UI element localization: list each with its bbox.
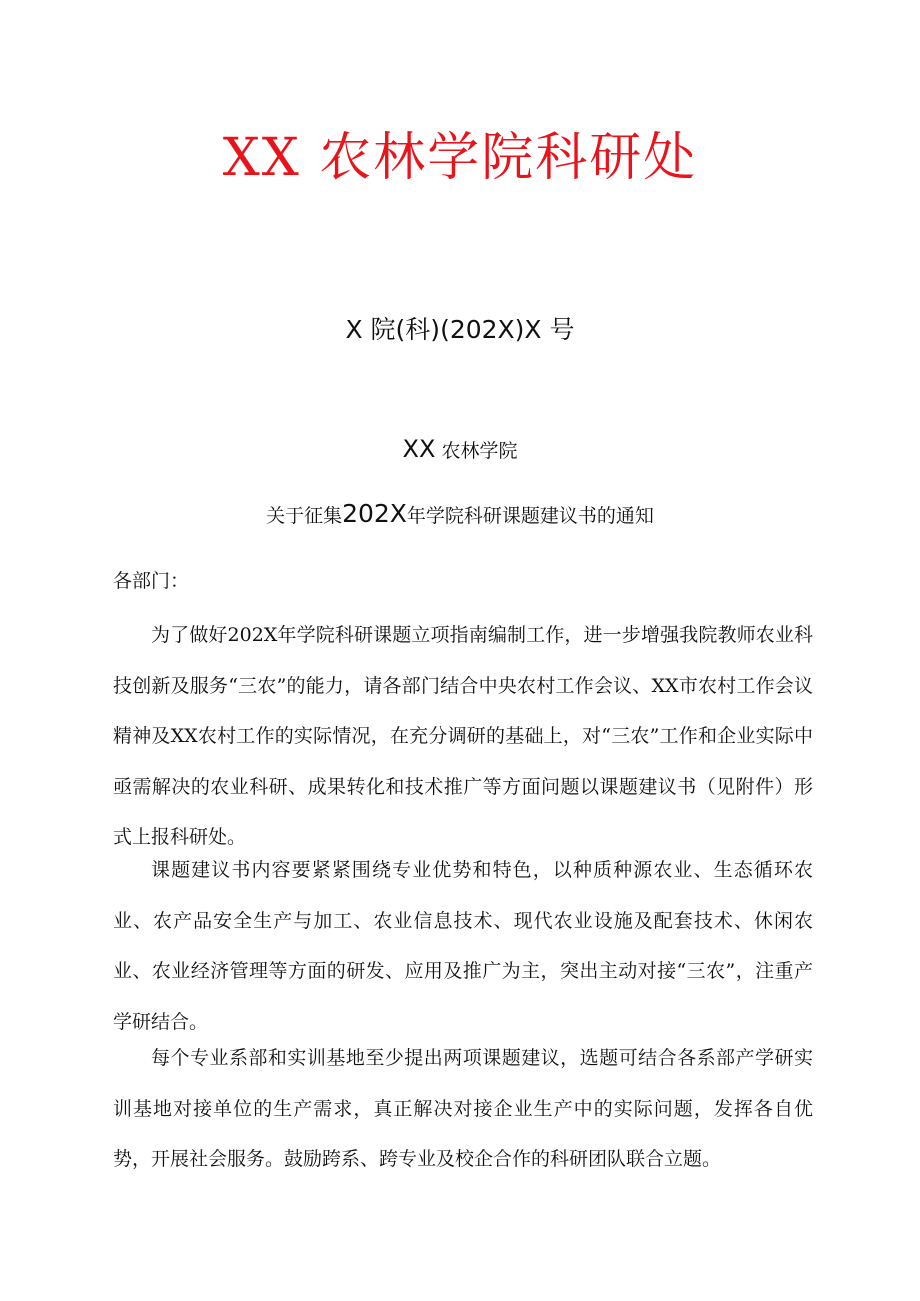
body-paragraph-1: 为了做好202X年学院科研课题立项指南编制工作，进一步增强我院教师农业科技创新及服务“三农”的能力，请各部门结合中央农村工作会议、XX市农村工作会议精神及XX农村工作的实际情况，在充分调研的基础上，对“三农”工作和企业实际中亟需解决的农业科研、成果转化和技术推广等方面问题以课题建议书（见附件）形式上报科研处。 — [113, 624, 813, 848]
document-number: X 院(科)(202X)X 号 — [345, 315, 575, 344]
salutation: 各部门： — [113, 570, 190, 592]
notice-subject — [0, 496, 920, 534]
issuer-prefix: XX — [402, 435, 436, 463]
issuer-line — [0, 432, 920, 468]
body-paragraph-2: 课题建议书内容要紧紧围绕专业优势和特色，以种质种源农业、生态循环农业、农产品安全生产与加工、农业信息技术、现代农业设施及配套技术、休闲农业、农业经济管理等方面的研发、应用及推广为主，突出主动对接“三农”，注重产学研结合。 — [113, 859, 813, 1033]
body-paragraph-3: 每个专业系部和实训基地至少提出两项课题建议，选题可结合各系部产学研实训基地对接单位的生产需求，真正解决对接企业生产中的实际问题，发挥各自优势，开展社会服务。鼓励跨系、跨专业及校企合作的科研团队联合立题。 — [113, 1047, 813, 1170]
subject-after: 年学院科研课题建议书的通知 — [406, 505, 654, 527]
issuer-name: 农林学院 — [435, 440, 518, 462]
letterhead-title: XX 农林学院科研处 — [222, 128, 698, 188]
subject-before: 关于征集 — [266, 505, 343, 527]
subject-year: 202X — [342, 499, 407, 528]
